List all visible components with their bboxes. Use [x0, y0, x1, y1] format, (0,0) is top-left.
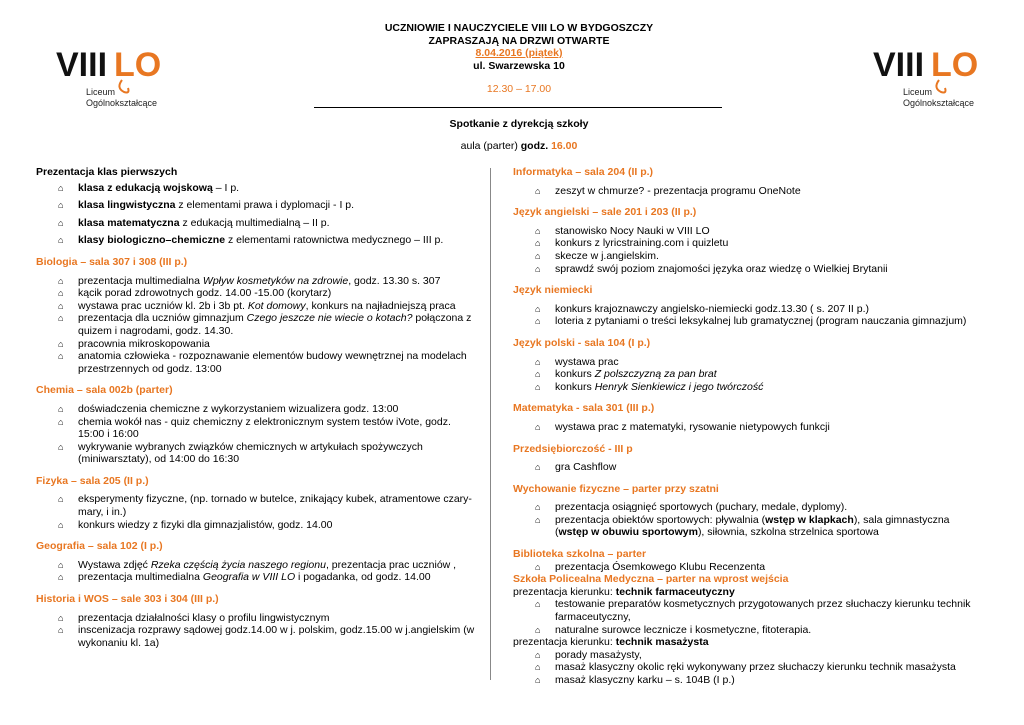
meeting-hour-label: godz.: [520, 140, 552, 152]
list-item: ⌂ gra Cashflow: [535, 461, 983, 474]
header-date: 8.04.2016 (piątek): [475, 47, 563, 59]
section-geografia: [36, 540, 476, 584]
logo-line1: Liceum: [903, 87, 933, 97]
logo-text-main: VIII: [873, 46, 925, 84]
list-item: ⌂ prezentacja osiągnięć sportowych (puchary, medale, dyplomy).: [535, 501, 983, 514]
list-item: ⌂ masaż klasyczny okolic ręki wykonywany przez słuchaczy kierunku technik masażysta: [535, 661, 983, 674]
section-title: Przedsiębiorczość - III p: [513, 442, 633, 455]
section-title: Matematyka - sala 301 (III p.): [513, 402, 655, 415]
logo-line1: Liceum: [86, 87, 116, 97]
section-title: Język angielski – sale 201 i 203 (II p.): [513, 206, 697, 219]
list-item: ⌂ prezentacja multimedialna Wpływ kosmetyków na zdrowie, godz. 13.30 s. 307: [58, 275, 476, 288]
list-item: ⌂ prezentacja działalności klasy o profilu lingwistycznym: [58, 612, 476, 625]
header-street: ul. Swarzewska 10: [473, 59, 565, 72]
meeting-line: [314, 140, 724, 152]
section-title: Geografia – sala 102 (I p.): [36, 540, 163, 553]
page-header: [314, 22, 724, 96]
list-item: ⌂ sprawdź swój poziom znajomości języka oraz wiedzę o Wielkiej Brytanii: [535, 263, 983, 276]
section-fizyka: [36, 475, 476, 531]
list-item: ⌂ klasy biologiczno–chemiczne z elementami ratownictwa medycznego – III p.: [58, 234, 476, 247]
school-logo-right: [873, 40, 985, 112]
header-line2: ZAPRASZAJĄ NA DRZWI OTWARTE: [428, 34, 610, 47]
section-angielski: [513, 206, 983, 275]
list-item: ⌂ masaż klasyczny karku – s. 104B (I p.): [535, 674, 983, 687]
meeting-hour: 16.00: [551, 140, 578, 152]
logo-line2: Ogólnokształcące: [86, 98, 158, 108]
meeting-place: aula (parter): [460, 140, 521, 152]
section-title: Historia i WOS – sale 303 i 304 (III p.): [36, 593, 219, 606]
section-matematyka: [513, 402, 983, 433]
list-item: ⌂ prezentacja multimedialna Geografia w VIII LO i pogadanka, od godz. 14.00: [58, 571, 476, 584]
section-title: Prezentacja klas pierwszych: [36, 166, 178, 178]
logo-text-main: VIII: [56, 46, 108, 84]
section-chemia: [36, 384, 476, 466]
logo-line2: Ogólnokształcące: [903, 98, 975, 108]
section-prezentacja: [36, 166, 476, 247]
list-item: ⌂ eksperymenty fizyczne, (np. tornado w butelce, znikający kubek, atramentowe czary-mary, i in.): [58, 493, 476, 518]
section-biblioteka: [513, 548, 983, 573]
list-item: ⌂ chemia wokół nas - quiz chemiczny z elektronicznym system testów iVote, godz. 15:00 i 16:00: [58, 416, 476, 441]
list-item: ⌂ klasa lingwistyczna z elementami prawa i dyplomacji - I p.: [58, 199, 476, 212]
section-przedsiebiorczosc: [513, 443, 983, 474]
section-title: Biblioteka szkolna – parter: [513, 548, 647, 561]
logo-text-accent: LO: [114, 46, 162, 84]
list-item: ⌂ konkurs wiedzy z fizyki dla gimnazjalistów, godz. 14.00: [58, 519, 476, 532]
section-polski: [513, 337, 983, 393]
list-item: ⌂ wystawa prac: [535, 356, 983, 369]
section-informatyka: [513, 166, 983, 197]
section-title: Informatyka – sala 204 (II p.): [513, 166, 654, 178]
section-wf: [513, 483, 983, 539]
section-title: Wychowanie fizyczne – parter przy szatni: [513, 482, 719, 495]
section-biologia: [36, 256, 476, 375]
column-divider: [490, 168, 491, 680]
list-item: ⌂ wystawa prac z matematyki, rysowanie nietypowych funkcji: [535, 421, 983, 434]
list-item: ⌂ konkurs z lyricstraining.com i quizletu: [535, 237, 983, 250]
section-title: Język polski - sala 104 (I p.): [513, 336, 651, 349]
list-item: ⌂ konkurs Z polszczyzną za pan brat: [535, 368, 983, 381]
list-item: ⌂ porady masażysty,: [535, 649, 983, 662]
list-item: ⌂ inscenizacja rozprawy sądowej godz.14.00 w j. polskim, godz.15.00 w j.angielskim (w wykonaniu kl. 1a): [58, 624, 476, 649]
list-item: ⌂ konkurs Henryk Sienkiewicz i jego twórczość: [535, 381, 983, 394]
section-title: Chemia – sala 002b (parter): [36, 384, 173, 397]
list-item: ⌂ kącik porad zdrowotnych godz. 14.00 -15.00 (korytarz): [58, 287, 476, 300]
header-divider: [314, 107, 722, 108]
list-item: ⌂ wystawa prac uczniów kl. 2b i 3b pt. Kot domowy, konkurs na najładniejszą praca: [58, 300, 476, 313]
list-item: ⌂ prezentacja Ósemkowego Klubu Recenzenta: [535, 561, 983, 574]
section-title: Fizyka – sala 205 (II p.): [36, 474, 149, 487]
right-column: [513, 166, 983, 696]
list-item: ⌂ zeszyt w chmurze? - prezentacja programu OneNote: [535, 185, 983, 198]
header-line1: UCZNIOWIE I NAUCZYCIELE VIII LO W BYDGOSZCZY: [384, 22, 654, 34]
list-item: ⌂ pracownia mikroskopowania: [58, 338, 476, 351]
logo-text-accent: LO: [931, 46, 979, 84]
list-item: ⌂ prezentacja dla uczniów gimnazjum Czego jeszcze nie wiecie o kotach? połączona z quizem i nagrodami, godz. 14.30.: [58, 312, 476, 337]
meeting-block: [314, 118, 724, 152]
section-title: Szkoła Policealna Medyczna – parter na wprost wejścia: [513, 573, 789, 586]
list-item: ⌂ Wystawa zdjęć Rzeka częścią życia naszego regionu, prezentacja prac uczniów ,: [58, 559, 476, 572]
list-item: ⌂ testowanie preparatów kosmetycznych przygotowanych przez słuchaczy kierunku technik farmaceutyczny,: [535, 598, 983, 623]
list-item: ⌂ loteria z pytaniami o treści leksykalnej lub gramatycznej (program nauczania gimnazjum): [535, 315, 983, 328]
list-item: ⌂ klasa matematyczna z edukacją multimedialną – II p.: [58, 217, 476, 230]
meeting-title: Spotkanie z dyrekcją szkoły: [449, 118, 589, 130]
section-niemiecki: [513, 284, 983, 328]
section-title: Język niemiecki: [513, 284, 593, 297]
list-item: ⌂ stanowisko Nocy Nauki w VIII LO: [535, 225, 983, 238]
list-item: ⌂ klasa z edukacją wojskową – I p.: [58, 182, 476, 195]
section-title: Biologia – sala 307 i 308 (III p.): [36, 255, 188, 268]
section-policealna: [513, 573, 983, 686]
list-item: ⌂ wykrywanie wybranych związków chemicznych w artykułach spożywczych (miniwarsztaty), od 14:00 do 16:30: [58, 441, 476, 466]
list-item: ⌂ naturalne surowce lecznicze i kosmetyczne, fitoterapia.: [535, 624, 983, 637]
list-item: ⌂ anatomia człowieka - rozpoznawanie elementów budowy wewnętrznej na modelach przestrzennych od godz. 13:00: [58, 350, 476, 375]
list-item: ⌂ doświadczenia chemiczne z wykorzystaniem wizualizera godz. 13:00: [58, 403, 476, 416]
school-logo-left: [56, 40, 168, 112]
left-column: [36, 166, 476, 658]
kierunek-line: prezentacja kierunku: technik masażysta: [513, 636, 709, 649]
list-item: ⌂ skecze w j.angielskim.: [535, 250, 983, 263]
list-item: ⌂ prezentacja obiektów sportowych: pływalnia (wstęp w klapkach), sala gimnastyczna (wstęp w obuwiu sportowym), siłownia, szkolna strzelnica sportowa: [535, 514, 983, 539]
list-item: ⌂ konkurs krajoznawczy angielsko-niemiecki godz.13.30 ( s. 207 II p.): [535, 303, 983, 316]
header-time: 12.30 – 17.00: [486, 83, 552, 95]
section-historia: [36, 593, 476, 649]
kierunek-line: prezentacja kierunku: technik farmaceutyczny: [513, 585, 735, 598]
